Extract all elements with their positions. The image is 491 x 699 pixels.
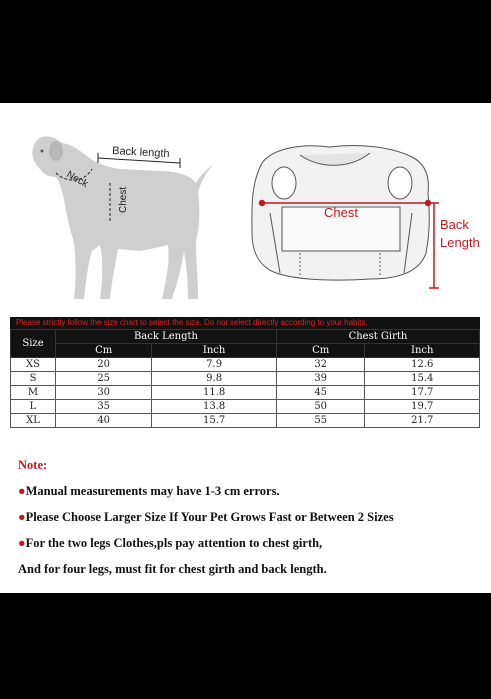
chest-cm-cell: 55 xyxy=(276,414,365,428)
chest-inch-cell: 19.7 xyxy=(365,400,480,414)
size-notice: Please strictly follow the size chart to select the size. Do not select directly according to your habits. xyxy=(10,317,480,329)
note-continuation: And for four legs, must fit for chest girth and back length. xyxy=(18,562,327,576)
chest-inch-cell: 12.6 xyxy=(365,358,480,372)
back-cm-cell: 20 xyxy=(56,358,152,372)
unit-header-back-inch: Inch xyxy=(152,344,277,358)
size-cell: XS xyxy=(11,358,56,372)
dog-back-length-label: Back length xyxy=(111,145,170,161)
size-cell: S xyxy=(11,372,56,386)
unit-header-back-cm: Cm xyxy=(56,344,152,358)
coat-length-label: Length xyxy=(440,235,480,250)
back-inch-cell: 13.8 xyxy=(152,400,277,414)
size-cell: L xyxy=(11,400,56,414)
note-item xyxy=(18,510,478,525)
measurement-illustration xyxy=(0,103,491,313)
note-text: Please Choose Larger Size If Your Pet Grows Fast or Between 2 Sizes xyxy=(25,510,394,524)
notes-title: Note: xyxy=(18,458,48,472)
chest-cm-cell: 39 xyxy=(276,372,365,386)
note-text: Manual measurements may have 1-3 cm errors. xyxy=(25,484,280,498)
dog-silhouette xyxy=(32,136,214,299)
table-row xyxy=(11,372,480,386)
bullet-icon: ● xyxy=(18,510,26,524)
dog-chest-label: Chest xyxy=(118,186,129,213)
chest-inch-cell: 21.7 xyxy=(365,414,480,428)
coat-chest-label: Chest xyxy=(324,205,358,220)
size-cell: XL xyxy=(11,414,56,428)
unit-header-chest-cm: Cm xyxy=(276,344,365,358)
note-item xyxy=(18,484,478,499)
table-row xyxy=(11,400,480,414)
size-chart-table xyxy=(10,329,480,428)
table-row xyxy=(11,386,480,400)
back-cm-cell: 40 xyxy=(56,414,152,428)
chest-cm-cell: 45 xyxy=(276,386,365,400)
table-row xyxy=(11,358,480,372)
coat-back-length-line xyxy=(429,203,439,288)
back-inch-cell: 15.7 xyxy=(152,414,277,428)
bullet-icon: ● xyxy=(18,484,26,498)
chest-cm-cell: 50 xyxy=(276,400,365,414)
bullet-icon: ● xyxy=(18,536,26,550)
size-header: Size xyxy=(11,330,56,358)
chest-cm-cell: 32 xyxy=(276,358,365,372)
back-cm-cell: 35 xyxy=(56,400,152,414)
back-inch-cell: 9.8 xyxy=(152,372,277,386)
note-text: For the two legs Clothes,pls pay attention to chest girth, xyxy=(25,536,323,550)
back-length-group-header: Back Length xyxy=(56,330,277,344)
table-row xyxy=(11,414,480,428)
dog-neck-label: Neck xyxy=(64,169,90,190)
note-item xyxy=(18,536,478,551)
back-cm-cell: 25 xyxy=(56,372,152,386)
size-guide-sheet xyxy=(0,103,491,593)
coat-back-label: Back xyxy=(440,217,469,232)
back-inch-cell: 11.8 xyxy=(152,386,277,400)
back-inch-cell: 7.9 xyxy=(152,358,277,372)
size-cell: M xyxy=(11,386,56,400)
back-cm-cell: 30 xyxy=(56,386,152,400)
chest-inch-cell: 17.7 xyxy=(365,386,480,400)
chest-girth-group-header: Chest Girth xyxy=(276,330,479,344)
chest-inch-cell: 15.4 xyxy=(365,372,480,386)
notes-section xyxy=(18,458,478,588)
unit-header-chest-inch: Inch xyxy=(365,344,480,358)
